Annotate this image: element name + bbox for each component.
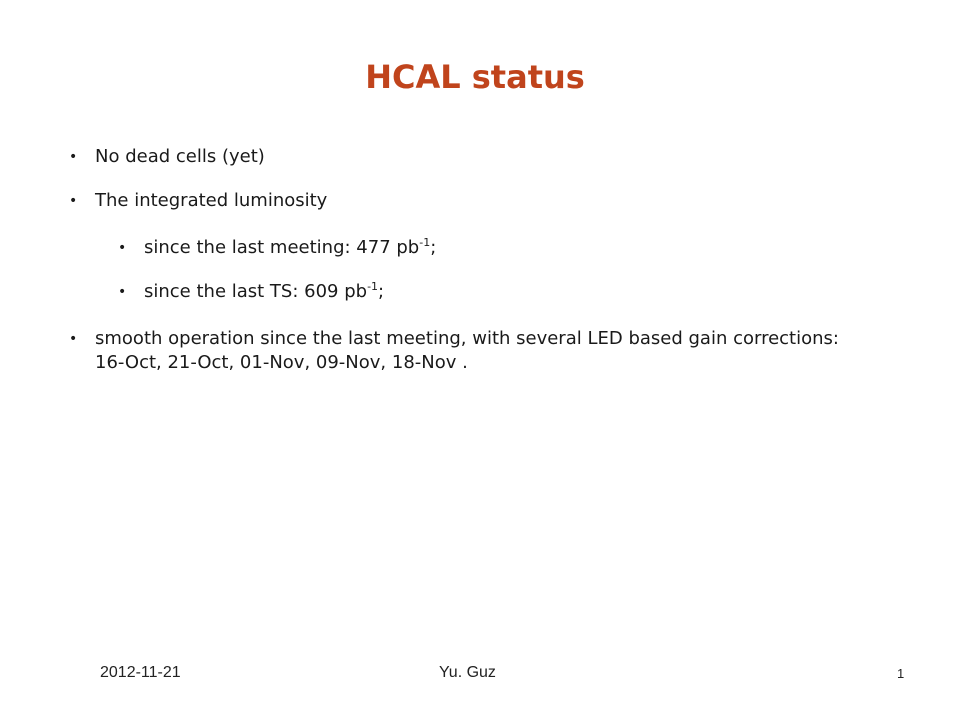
footer-date: 2012-11-21 xyxy=(100,664,181,681)
bullet-item xyxy=(69,327,839,375)
bullet-dot: • xyxy=(69,193,78,209)
bullet-superscript: -1 xyxy=(419,236,431,249)
bullet-dot: • xyxy=(118,240,127,256)
bullet-text: since the last TS: 609 pb xyxy=(144,281,368,302)
bullet-suffix: ; xyxy=(378,281,385,302)
bullet-superscript: -1 xyxy=(367,280,379,293)
sub-bullet-item xyxy=(118,236,437,260)
page-number: 1 xyxy=(897,666,905,681)
bullet-text-line: smooth operation since the last meeting, with several LED based gain corrections: xyxy=(95,328,839,349)
bullet-text: since the last meeting: 477 pb xyxy=(144,237,420,258)
bullet-dot: • xyxy=(69,149,78,165)
bullet-suffix: ; xyxy=(430,237,437,258)
footer-author: Yu. Guz xyxy=(439,664,496,681)
sub-bullet-item xyxy=(118,280,385,304)
bullet-dot: • xyxy=(118,284,127,300)
bullet-text: No dead cells (yet) xyxy=(95,146,265,167)
bullet-dot: • xyxy=(69,331,78,347)
bullet-text: The integrated luminosity xyxy=(95,190,328,211)
bullet-item xyxy=(69,145,265,169)
bullet-item xyxy=(69,189,328,213)
slide-title: HCAL status xyxy=(365,58,585,96)
bullet-text-line: 16-Oct, 21-Oct, 01-Nov, 09-Nov, 18-Nov . xyxy=(95,352,468,373)
